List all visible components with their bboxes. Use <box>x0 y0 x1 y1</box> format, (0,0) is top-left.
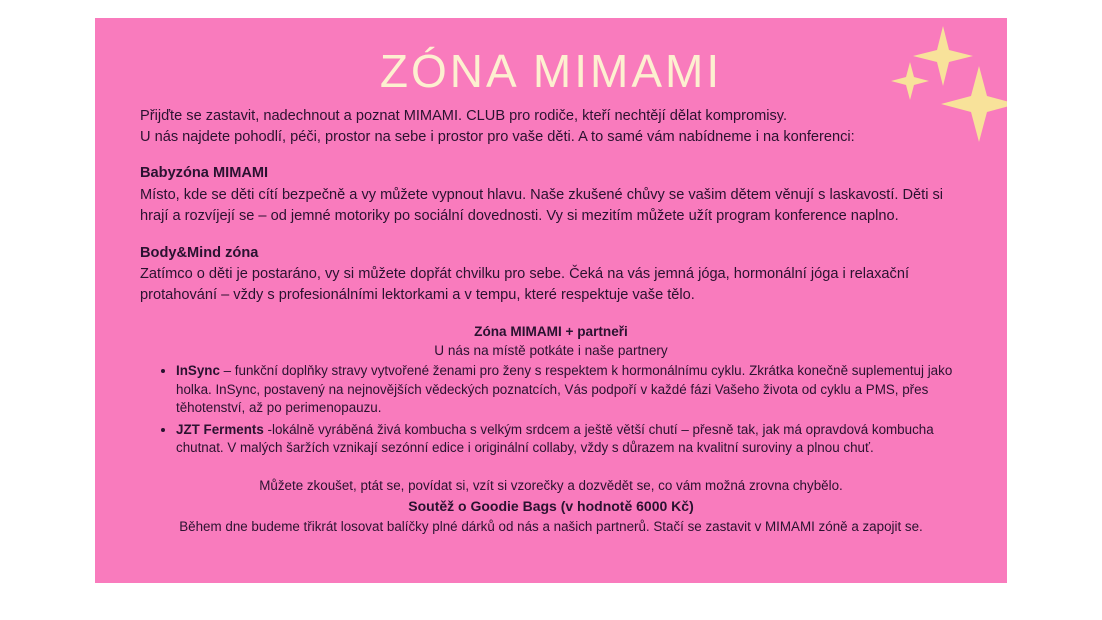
footer-contest-title: Soutěž o Goodie Bags (v hodnotě 6000 Kč) <box>408 497 694 514</box>
partners-list <box>140 362 962 458</box>
spacer-3 <box>140 306 962 322</box>
spacer-1 <box>140 147 962 163</box>
footer-line-1: Můžete zkoušet, ptát se, povídat si, vzít si vzorečky a dozvědět se, co vám možná zrovna chybělo. <box>259 477 843 493</box>
partners-heading: Zóna MIMAMI + partneři <box>474 323 628 339</box>
spacer-2 <box>140 227 962 243</box>
page-title: ZÓNA MIMAMI <box>379 45 723 97</box>
section-heading-bodymind: Body&Mind zóna <box>140 244 259 261</box>
partner-text-jzt: -lokálně vyráběná živá kombucha s velkým srdcem a ještě větší chutí – přesně tak, jak má opravdová kombucha chutnat. V malých šaržích vznikají sezónní edice i originální collaby, vždy s důrazem na kvalitní suroviny a plnou chuť. <box>176 421 934 456</box>
list-item <box>176 362 962 418</box>
footer-line-3: Během dne budeme třikrát losovat balíčky plné dárků od nás a našich partnerů. Stačí se zastavit v MIMAMI zóně a zapojit se. <box>179 518 923 534</box>
section-body-babyzona: Místo, kde se děti cítí bezpečně a vy můžete vypnout hlavu. Naše zkušené chůvy se vašim dětem věnují s laskavostí. Děti si hrají a rozvíjejí se – od jemné motoriky po sociální dovednosti. Vy si mezitím můžete užít program konference naplno. <box>140 187 944 224</box>
partner-name-jzt: JZT Ferments <box>176 421 264 437</box>
section-heading-babyzona: Babyzóna MIMAMI <box>140 165 269 182</box>
pink-content-panel <box>95 18 1007 583</box>
intro-line-2: U nás najdete pohodlí, péči, prostor na sebe i prostor pro vaše děti. A to samé vám nabídneme i na konferenci: <box>140 128 855 145</box>
partner-text-insync: – funkční doplňky stravy vytvořené ženami pro ženy s respektem k hormonálnímu cyklu. Zkrátka konečně suplementuj jako holka. InSync, postavený na nejnovějších vědeckých poznatcích, Vás podpoří v každé fázi Vašeho života od cyklu a PMS, přes těhotenství, až po perimenopauzu. <box>176 363 953 416</box>
partner-name-insync: InSync <box>176 363 220 379</box>
partners-subheading: U nás na místě potkáte i naše partnery <box>434 343 668 359</box>
section-body-bodymind: Zatímco o děti je postaráno, vy si můžete dopřát chvilku pro sebe. Čeká na vás jemná jóga, hormonální jóga i relaxační protahování – vždy s profesionálními lektorkami a v tempu, které respektuje vaše tělo. <box>140 266 910 304</box>
slide-body <box>140 106 962 537</box>
footer-block <box>140 476 962 537</box>
list-item <box>176 421 962 458</box>
intro-line-1: Přijďte se zastavit, nadechnout a poznat MIMAMI. CLUB pro rodiče, kteří nechtějí dělat kompromisy. <box>140 108 788 124</box>
